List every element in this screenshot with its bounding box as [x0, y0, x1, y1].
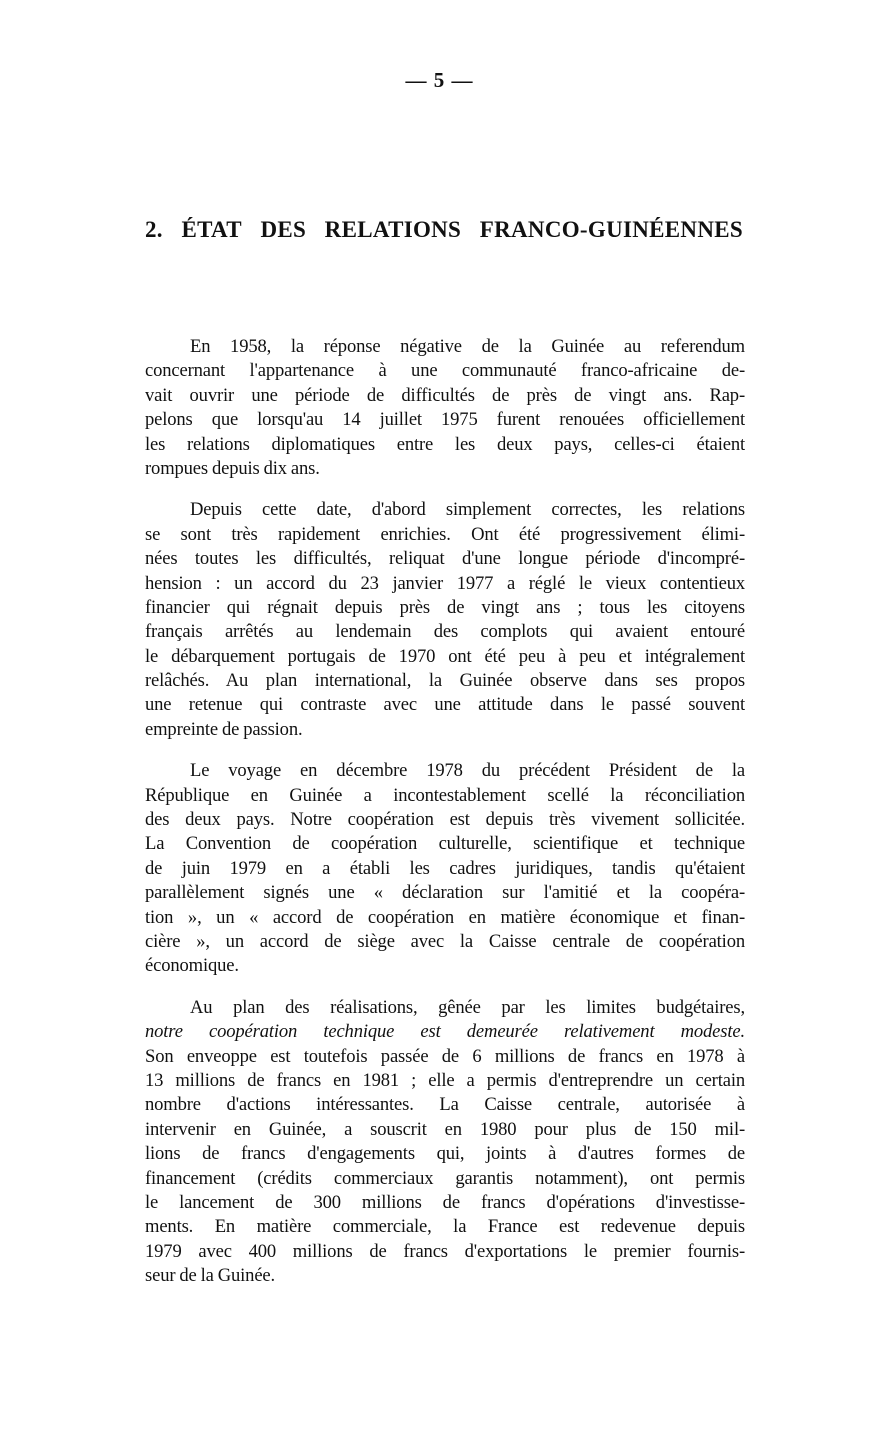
text-line: 1979 avec 400 millions de francs d'exportations le premier fournis-	[145, 1240, 745, 1262]
text-line: nombre d'actions intéressantes. La Caisse centrale, autorisée à	[145, 1094, 745, 1116]
heading-number: 2.	[145, 217, 163, 242]
text-line: Le voyage en décembre 1978 du précédent Président de la	[190, 760, 745, 782]
section-heading	[145, 217, 743, 243]
paragraph	[145, 759, 745, 979]
text-line: Depuis cette date, d'abord simplement correctes, les relations	[190, 499, 745, 521]
text-line: français arrêtés au lendemain des complots qui avaient entouré	[145, 621, 745, 643]
text-line: cière », un accord de siège avec la Caisse centrale de coopération	[145, 930, 745, 952]
text-line: une retenue qui contraste avec une attitude dans le passé souvent	[145, 694, 745, 716]
text-line: rompues depuis dix ans.	[145, 457, 320, 479]
text-line: Son enveoppe est toutefois passée de 6 millions de francs en 1978 à	[145, 1045, 745, 1067]
text-line: La Convention de coopération culturelle, scientifique et technique	[145, 833, 745, 855]
text-line: empreinte de passion.	[145, 718, 303, 740]
text-line: ments. En matière commerciale, la France est redevenue depuis	[145, 1216, 745, 1238]
text-line: le débarquement portugais de 1970 ont été peu à peu et intégralement	[145, 645, 745, 667]
text-line: intervenir en Guinée, a souscrit en 1980 pour plus de 150 mil-	[145, 1118, 745, 1140]
text-line: hension : un accord du 23 janvier 1977 a réglé le vieux contentieux	[145, 572, 745, 594]
text-line: Au plan des réalisations, gênée par les limites budgétaires,	[190, 996, 745, 1018]
paragraph	[145, 335, 745, 481]
text-line: vait ouvrir une période de difficultés de près de vingt ans. Rap-	[145, 384, 745, 406]
heading-word: FRANCO-GUINÉENNES	[479, 217, 743, 242]
paragraph	[145, 996, 745, 1289]
paragraph	[145, 498, 745, 742]
text-line: 13 millions de francs en 1981 ; elle a permis d'entreprendre un certain	[145, 1069, 745, 1091]
text-line: de juin 1979 en a établi les cadres juridiques, tandis qu'étaient	[145, 857, 745, 879]
text-line: se sont très rapidement enrichies. Ont été progressivement élimi-	[145, 523, 745, 545]
text-line: République en Guinée a incontestablement scellé la réconciliation	[145, 784, 745, 806]
body-text	[145, 335, 745, 1305]
heading-word: DES	[260, 217, 307, 242]
text-line: les relations diplomatiques entre les deux pays, celles-ci étaient	[145, 433, 745, 455]
text-line: financier qui régnait depuis près de vingt ans ; tous les citoyens	[145, 596, 745, 618]
heading-word: ÉTAT	[181, 217, 242, 242]
text-line: le lancement de 300 millions de francs d'opérations d'investisse-	[145, 1191, 745, 1213]
text-line: relâchés. Au plan international, la Guinée observe dans ses propos	[145, 670, 745, 692]
text-line: concernant l'appartenance à une communauté franco-africaine de-	[145, 360, 745, 382]
heading-word: RELATIONS	[324, 217, 462, 242]
page-number: — 5 —	[405, 68, 474, 92]
text-line: économique.	[145, 955, 239, 977]
text-line: lions de francs d'engagements qui, joints à d'autres formes de	[145, 1143, 745, 1165]
text-line: En 1958, la réponse négative de la Guinée au referendum	[190, 336, 745, 357]
text-line: financement (crédits commerciaux garantis notamment), ont permis	[145, 1167, 745, 1189]
text-line: notre coopération technique est demeurée relativement modeste.	[145, 1021, 745, 1043]
text-line: nées toutes les difficultés, reliquat d'une longue période d'incompré-	[145, 548, 745, 570]
text-line: des deux pays. Notre coopération est depuis très vivement sollicitée.	[145, 809, 745, 831]
text-line: parallèlement signés une « déclaration sur l'amitié et la coopéra-	[145, 882, 745, 904]
text-line: seur de la Guinée.	[145, 1265, 276, 1287]
text-line: pelons que lorsqu'au 14 juillet 1975 furent renouées officiellement	[145, 409, 745, 431]
text-line: tion », un « accord de coopération en matière économique et finan-	[145, 906, 745, 928]
